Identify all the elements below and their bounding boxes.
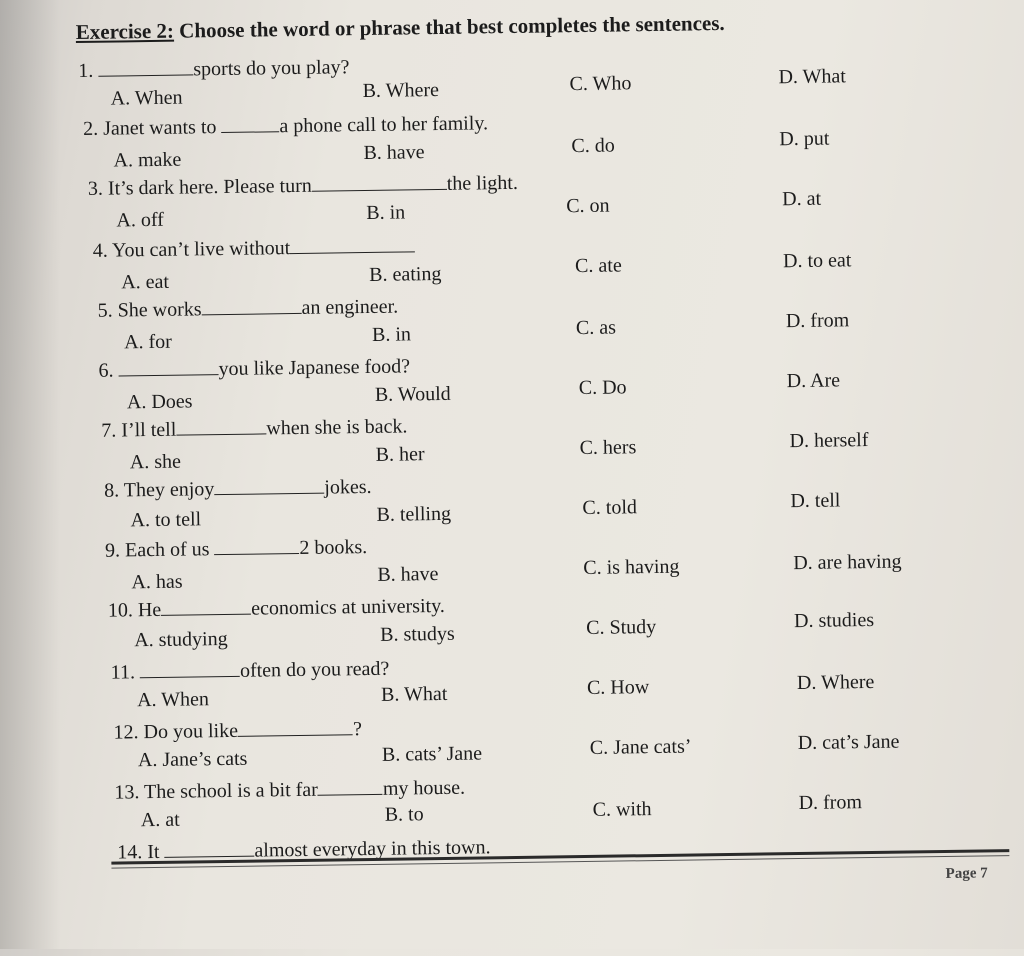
option-c: C. Do	[579, 376, 627, 400]
option-d: D. Where	[797, 671, 875, 695]
option-b: B. studys	[380, 623, 455, 647]
option-d: D. at	[782, 188, 821, 212]
question-text-after: almost everyday in this town.	[254, 836, 490, 861]
question-text-after: jokes.	[324, 476, 372, 499]
option-c: C. told	[582, 496, 637, 520]
option-b: B. Where	[362, 79, 439, 103]
answer-blank[interactable]	[214, 535, 299, 555]
question-text-before: 12. Do you like	[113, 720, 238, 744]
option-d: D. are having	[793, 551, 902, 576]
question-6	[98, 353, 410, 382]
question-text-before: 7. I’ll tell	[101, 419, 176, 442]
question-text-before: 6.	[98, 359, 118, 381]
answer-blank[interactable]	[176, 415, 266, 435]
question-12	[113, 716, 362, 744]
option-b: B. Would	[375, 383, 451, 407]
question-text-after: when she is back.	[266, 415, 407, 439]
option-d: D. What	[778, 65, 846, 89]
option-d: D. to eat	[783, 249, 852, 273]
option-b: B. have	[363, 141, 424, 165]
question-text-before: 9. Each of us	[105, 538, 215, 562]
option-d: D. cat’s Jane	[798, 731, 900, 755]
option-a: A. When	[111, 87, 183, 111]
answer-blank[interactable]	[318, 776, 383, 796]
question-text-before: 10. He	[108, 599, 162, 622]
answer-blank[interactable]	[290, 233, 415, 254]
answer-blank[interactable]	[98, 56, 193, 76]
option-a: A. to tell	[130, 508, 201, 532]
answer-blank[interactable]	[221, 113, 279, 133]
page-number: Page 7	[946, 865, 988, 883]
option-a: A. When	[137, 688, 209, 712]
question-10	[108, 593, 445, 623]
option-b: B. What	[381, 683, 448, 707]
option-c: C. ate	[575, 254, 622, 278]
question-text-after: you like Japanese food?	[218, 355, 410, 380]
question-text-before: 8. They enjoy	[104, 478, 214, 502]
question-text-after: ?	[353, 718, 362, 740]
answer-blank[interactable]	[214, 475, 324, 496]
option-a: A. for	[124, 331, 172, 355]
option-a: A. studying	[134, 628, 228, 652]
option-a: A. at	[141, 809, 180, 833]
question-list	[0, 0, 1017, 7]
question-text-after: the light.	[447, 172, 518, 195]
question-4	[93, 233, 416, 262]
answer-blank[interactable]	[140, 658, 240, 678]
option-d: D. put	[779, 128, 829, 152]
option-a: A. off	[116, 209, 164, 233]
answer-blank[interactable]	[201, 295, 301, 315]
option-a: A. make	[113, 149, 181, 173]
option-c: C. How	[587, 676, 650, 700]
option-b: B. cats’ Jane	[382, 742, 482, 766]
question-3	[88, 170, 518, 201]
option-c: C. is having	[583, 556, 679, 580]
question-text-after: an engineer.	[301, 296, 398, 319]
option-d: D. from	[786, 309, 850, 333]
question-text-before: 13. The school is a bit far	[114, 779, 318, 804]
question-8	[104, 474, 372, 503]
answer-blank[interactable]	[164, 838, 254, 858]
exercise-instruction: Choose the word or phrase that best completes the sentences.	[174, 11, 725, 43]
option-c: C. Study	[586, 616, 656, 640]
answer-blank[interactable]	[238, 716, 353, 737]
option-b: B. her	[376, 443, 425, 467]
question-text-before: 11.	[111, 661, 141, 683]
option-b: B. eating	[369, 263, 442, 287]
option-d: D. herself	[789, 429, 868, 453]
question-text-after: a phone call to her family.	[279, 112, 488, 137]
option-a: A. Jane’s cats	[138, 748, 248, 773]
question-text-before: 1.	[78, 60, 98, 82]
option-c: C. as	[576, 317, 616, 341]
question-7	[101, 413, 407, 442]
option-a: A. she	[130, 451, 181, 475]
option-a: A. eat	[121, 271, 169, 295]
question-5	[97, 294, 398, 323]
option-c: C. do	[571, 135, 615, 159]
question-text-after: often do you read?	[240, 658, 390, 682]
answer-blank[interactable]	[312, 171, 447, 192]
option-b: B. in	[366, 201, 405, 225]
question-text-after: 2 books.	[299, 536, 367, 559]
option-c: C. hers	[579, 436, 636, 460]
option-a: A. has	[131, 571, 182, 595]
option-c: C. Who	[569, 72, 631, 96]
option-d: D. studies	[794, 609, 874, 633]
question-text-after: sports do you play?	[193, 56, 349, 80]
question-11	[111, 656, 390, 685]
question-text-before: 3. It’s dark here. Please turn	[88, 175, 312, 200]
question-9	[105, 534, 368, 563]
option-d: D. Are	[787, 369, 841, 393]
exercise-title	[76, 11, 725, 45]
question-text-after: my house.	[383, 777, 466, 800]
option-a: A. Does	[127, 390, 193, 414]
option-b: B. to	[385, 803, 424, 827]
option-d: D. from	[798, 791, 862, 815]
question-text-before: 14. It	[117, 841, 165, 864]
answer-blank[interactable]	[118, 356, 218, 376]
option-c: C. on	[566, 195, 610, 219]
question-2	[83, 110, 488, 141]
answer-blank[interactable]	[161, 596, 251, 616]
question-text-before: 2. Janet wants to	[83, 116, 222, 140]
question-text-after: economics at university.	[251, 595, 445, 620]
option-b: B. in	[372, 323, 411, 347]
exercise-label: Exercise 2:	[76, 19, 174, 44]
option-c: C. with	[593, 798, 652, 822]
question-1	[78, 54, 349, 83]
question-13	[114, 775, 465, 805]
option-d: D. tell	[790, 489, 840, 513]
option-b: B. telling	[376, 503, 451, 527]
question-text-before: 5. She works	[98, 298, 202, 321]
question-text-before: 4. You can’t live without	[93, 237, 291, 262]
option-c: C. Jane cats’	[590, 736, 692, 760]
option-b: B. have	[377, 563, 438, 587]
